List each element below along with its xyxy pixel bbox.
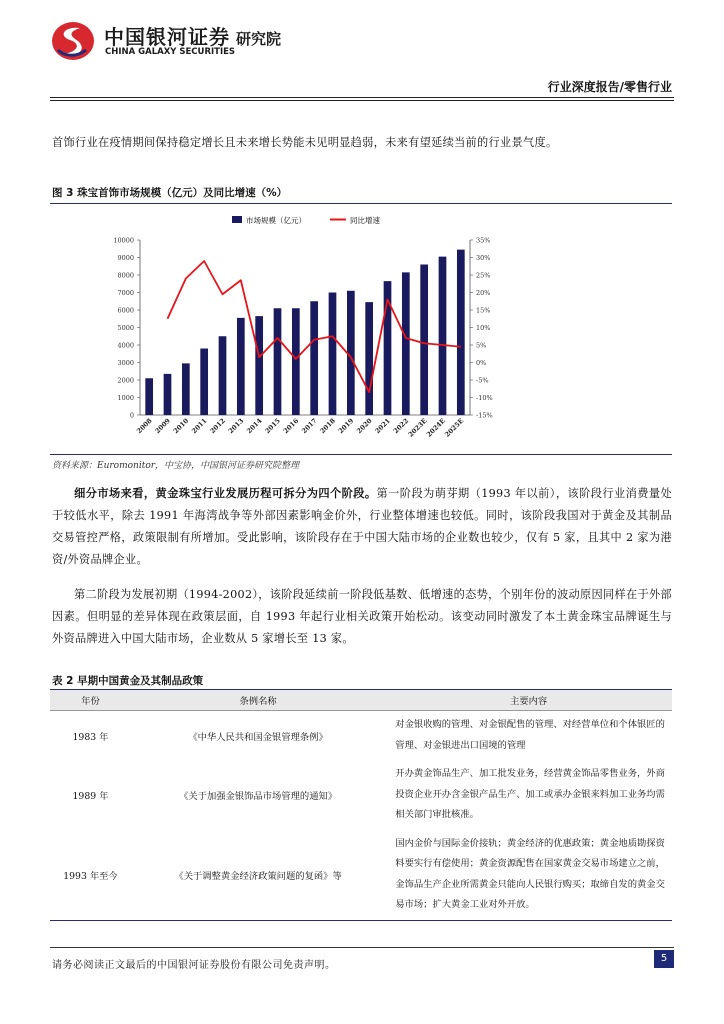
right-tick-label: 20%: [476, 289, 491, 297]
paragraph-lead: 细分市场来看，黄金珠宝行业发展历程可拆分为四个阶段。: [74, 486, 377, 500]
header-divider: [50, 97, 674, 98]
intro-paragraph: 首饰行业在疫情期间保持稳定增长且未来增长势能未见明显趋弱，未来有望延续当前的行业景气度。: [52, 136, 558, 149]
row-content: 开办黄金饰品生产、加工批发业务，经营黄金饰品零售业务，外商投资企业开办含金银产品生产、加工或承办金银来料加工业务均需相关部门审批核准。: [395, 768, 665, 820]
chart-bars: [145, 250, 464, 415]
x-tick-label: 2011: [190, 416, 209, 436]
table-row: [50, 830, 672, 921]
brand-name-en: CHINA GALAXY SECURITIES: [105, 47, 236, 57]
x-tick-label: 2020: [355, 416, 374, 436]
legend-label-size: 市场规模（亿元）: [246, 216, 306, 225]
policy-table: [50, 690, 672, 921]
x-tick-label: 2017: [300, 416, 319, 436]
x-tick-label: 2022: [391, 416, 411, 436]
bar: [219, 336, 227, 415]
bar: [200, 349, 208, 416]
row-name: 《关于加强金银饰品市场管理的通知》: [179, 790, 338, 802]
right-tick-label: 35%: [476, 236, 491, 245]
left-tick-label: 9000: [117, 254, 134, 262]
left-tick-label: 8000: [117, 271, 134, 280]
bar: [420, 265, 428, 416]
x-tick-label: 2009: [153, 416, 172, 436]
right-tick-label: 10%: [476, 324, 491, 332]
table-row: [50, 760, 672, 830]
bar: [255, 316, 263, 415]
bar: [329, 293, 337, 416]
chart-legend: [232, 215, 380, 225]
x-tick-label: 2025E: [443, 416, 466, 439]
left-tick-label: 4000: [117, 341, 134, 350]
table-row: [50, 711, 672, 761]
header-content: 主要内容: [385, 690, 672, 711]
row-year: 1989 年: [72, 790, 109, 802]
footer-disclaimer: 请务必阅读正文最后的中国银河证券股份有限公司免责声明。: [52, 960, 336, 971]
figure-bottom-rule: [50, 454, 672, 455]
x-tick-label: 2012: [208, 416, 227, 436]
right-tick-label: 15%: [476, 306, 491, 315]
row-name: 《关于调整黄金经济政策问题的复函》等: [131, 830, 385, 921]
bar: [402, 272, 410, 415]
figure-title: 图 3 珠宝首饰市场规模（亿元）及同比增速（%）: [52, 187, 288, 199]
header-year: 年份: [50, 690, 131, 711]
bar: [439, 257, 447, 415]
row-name: 《中华人民共和国金银管理条例》: [188, 731, 328, 743]
bar: [310, 301, 318, 415]
right-tick-label: 5%: [476, 341, 487, 350]
header-name: 条例名称: [131, 690, 385, 711]
right-tick-label: 0%: [476, 359, 487, 367]
x-tick-label: 2015: [263, 416, 282, 436]
brand-logo: [50, 20, 290, 62]
brand-cn-text: 中国银河证券: [104, 25, 230, 49]
paragraph-stage2: [52, 584, 672, 650]
left-tick-label: 0: [129, 411, 134, 420]
figure-source: 资料来源：Euromonitor，中宝协，中国银河证券研究院整理: [52, 461, 300, 471]
x-tick-label: 2024E: [424, 416, 447, 439]
x-tick-label: 2014: [245, 416, 264, 436]
right-tick-label: 30%: [476, 254, 491, 262]
bar: [292, 308, 300, 415]
footer-divider: [50, 947, 674, 948]
x-tick-label: 2013: [226, 416, 246, 436]
left-tick-label: 3000: [117, 359, 134, 367]
x-tick-label: 2008: [135, 416, 154, 436]
x-tick-label: 2016: [281, 416, 301, 436]
bar: [182, 363, 190, 415]
x-tick-label: 2023E: [406, 416, 429, 439]
paragraph-stages-rest: 第一阶段为萌芽期（1993 年以前），该阶段行业消费量处于较低水平，除去 1991 年海湾战争等外部因素影响金价外，行业整体增速也较低。同时，该阶段我国对于黄金及其制品交易管控严格，政策限制有所增加。受此影响，该阶段存在于中国大陆市场的企业数也较少，仅有 5 家，且其中 2 家为港资/外资品牌企业。: [52, 487, 672, 566]
table-title: 表 2 早期中国黄金及其制品政策: [52, 675, 204, 687]
x-tick-label: 2019: [336, 416, 356, 436]
header-divider-thin: [50, 100, 674, 101]
left-tick-label: 7000: [117, 289, 134, 297]
report-type: 行业深度报告/零售行业: [547, 80, 672, 94]
legend-bar-swatch: [232, 216, 242, 223]
right-tick-label: -10%: [476, 394, 493, 402]
row-year: 1993 年至今: [50, 830, 131, 921]
left-tick-label: 6000: [117, 306, 134, 315]
brand-sub-text: 研究院: [236, 30, 282, 48]
row-year: 1983 年: [72, 731, 109, 743]
bar: [145, 378, 153, 415]
row-content: 国内金价与国际金价接轨；黄金经济的优惠政策；黄金地质勘探资料要实行有偿使用；黄金资源配售在国家黄金交易市场建立之前，金饰品生产企业所需黄金只能向人民银行购买；取缔自发的黄金交易市场；扩大黄金工业对外开放。: [385, 830, 672, 921]
table-header-row: [50, 690, 672, 711]
page-number: 5: [654, 950, 674, 968]
paragraph-stages: [52, 482, 672, 571]
right-tick-label: -5%: [476, 376, 489, 385]
brand-name-cn: [104, 21, 281, 50]
right-tick-label: -15%: [476, 411, 493, 420]
bar: [237, 318, 245, 415]
x-tick-label: 2021: [373, 416, 392, 436]
row-content: 对金银收购的管理、对金银配售的管理、对经营单位和个体银匠的管理、对金银进出口国境的管理: [395, 719, 665, 751]
x-tick-label: 2010: [171, 416, 191, 436]
paragraph-stage2-text: 第二阶段为发展初期（1994-2002），该阶段延续前一阶段低基数、低增速的态势，个别年份的波动原因同样在于外部因素。但明显的差异体现在政策层面，自 1993 年起行业相关政策开始松动。该变动同时激发了本土黄金珠宝品牌诞生与外资品牌进入中国大陆市场，企业数从 5 家增长至 13 家。: [52, 588, 672, 645]
right-tick-label: 25%: [476, 271, 491, 280]
market-size-chart: [52, 206, 672, 456]
x-tick-label: 2018: [318, 416, 337, 436]
left-tick-label: 1000: [117, 394, 134, 402]
galaxy-logo-icon: [50, 20, 96, 62]
left-tick-label: 10000: [113, 236, 134, 245]
left-tick-label: 2000: [117, 376, 134, 385]
figure-top-rule: [50, 203, 672, 204]
bar: [457, 250, 465, 415]
bar: [274, 308, 282, 415]
left-tick-label: 5000: [117, 324, 134, 332]
legend-label-growth: 同比增速: [350, 216, 380, 225]
bar: [365, 302, 373, 415]
bar: [164, 374, 172, 415]
